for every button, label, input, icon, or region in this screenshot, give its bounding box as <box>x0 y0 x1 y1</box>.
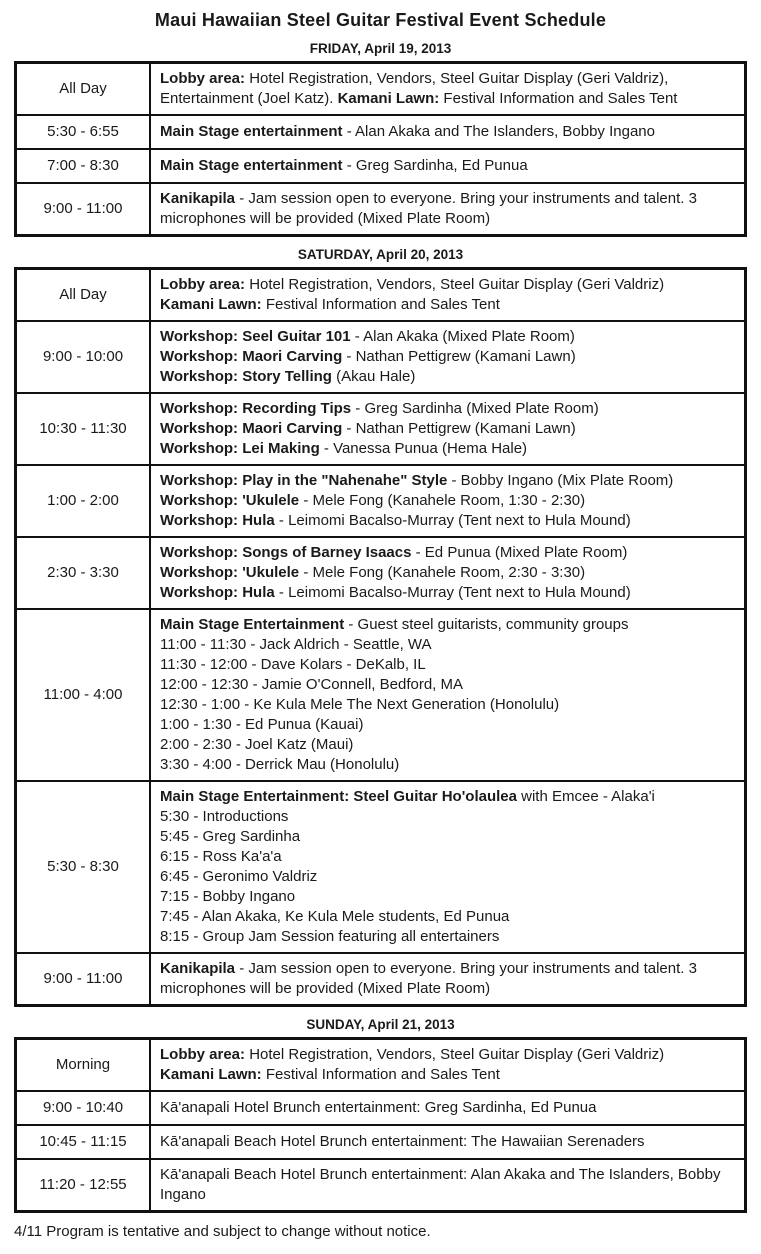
event-cell <box>150 609 746 781</box>
event-line <box>160 583 735 603</box>
schedule-table <box>14 267 747 1007</box>
event-text: 7:45 - Alan Akaka, Ke Kula Mele students, Ed Punua <box>160 908 510 925</box>
event-line <box>160 959 735 999</box>
event-label: Lobby area: <box>160 70 246 87</box>
event-text: - Leimomi Bacalso-Murray (Tent next to Hula Mound) <box>274 584 631 601</box>
event-line <box>160 563 735 583</box>
day-section <box>0 1017 761 1213</box>
event-label: Kanikapila <box>160 190 236 207</box>
event-line <box>160 327 735 347</box>
time-cell: 9:00 - 11:00 <box>16 953 151 1006</box>
event-text: - Greg Sardinha, Ed Punua <box>342 157 528 174</box>
event-line <box>160 1132 735 1152</box>
time-cell: 7:00 - 8:30 <box>16 149 151 183</box>
event-cell <box>150 183 746 236</box>
event-line <box>160 69 735 109</box>
event-line <box>160 1065 735 1085</box>
table-row <box>16 321 746 393</box>
event-line <box>160 1098 735 1118</box>
event-label: Lobby area: <box>160 276 246 293</box>
event-cell <box>150 321 746 393</box>
event-line <box>160 867 735 887</box>
event-label: Workshop: Maori Carving <box>160 420 343 437</box>
time-cell: 5:30 - 6:55 <box>16 115 151 149</box>
schedule-table <box>14 61 747 237</box>
event-line <box>160 295 735 315</box>
table-row <box>16 465 746 537</box>
event-label: Workshop: Story Telling <box>160 368 332 385</box>
event-cell <box>150 1091 746 1125</box>
event-label: Workshop: Songs of Barney Isaacs <box>160 544 412 561</box>
day-section <box>0 41 761 237</box>
event-line <box>160 347 735 367</box>
time-cell: 2:30 - 3:30 <box>16 537 151 609</box>
table-row <box>16 781 746 953</box>
event-text: - Greg Sardinha (Mixed Plate Room) <box>351 400 599 417</box>
event-line <box>160 1165 735 1205</box>
event-line <box>160 827 735 847</box>
event-line <box>160 122 735 142</box>
event-cell <box>150 1159 746 1212</box>
event-text: - Nathan Pettigrew (Kamani Lawn) <box>342 420 576 437</box>
event-text: 5:45 - Greg Sardinha <box>160 828 301 845</box>
time-cell: All Day <box>16 269 151 322</box>
event-label: Workshop: Hula <box>160 512 275 529</box>
event-line <box>160 439 735 459</box>
event-text: (Akau Hale) <box>331 368 416 385</box>
event-line <box>160 399 735 419</box>
event-line <box>160 927 735 947</box>
event-label: Main Stage Entertainment <box>160 616 345 633</box>
time-cell: 11:20 - 12:55 <box>16 1159 151 1212</box>
time-cell: 11:00 - 4:00 <box>16 609 151 781</box>
event-label: Main Stage Entertainment: Steel Guitar Ho'olaulea <box>160 788 517 805</box>
event-text: Hotel Registration, Vendors, Steel Guitar Display (Geri Valdriz), Entertainment (Joel Katz). <box>160 70 669 107</box>
event-text: - Ed Punua (Mixed Plate Room) <box>411 544 628 561</box>
event-label: Kamani Lawn: <box>160 296 262 313</box>
event-line <box>160 471 735 491</box>
event-text: Festival Information and Sales Tent <box>261 296 500 313</box>
event-text: - Bobby Ingano (Mix Plate Room) <box>447 472 674 489</box>
time-cell: Morning <box>16 1039 151 1092</box>
event-line <box>160 419 735 439</box>
event-line <box>160 675 735 695</box>
event-text: Festival Information and Sales Tent <box>439 90 678 107</box>
event-label: Workshop: Recording Tips <box>160 400 352 417</box>
event-cell <box>150 1125 746 1159</box>
event-text: 3:30 - 4:00 - Derrick Mau (Honolulu) <box>160 756 400 773</box>
event-text: - Mele Fong (Kanahele Room, 1:30 - 2:30) <box>299 492 586 509</box>
event-text: 6:15 - Ross Ka'a'a <box>160 848 282 865</box>
event-line <box>160 156 735 176</box>
event-line <box>160 755 735 775</box>
event-label: Kanikapila <box>160 960 236 977</box>
event-line <box>160 511 735 531</box>
time-cell: 1:00 - 2:00 <box>16 465 151 537</box>
event-text: 12:00 - 12:30 - Jamie O'Connell, Bedford, MA <box>160 676 464 693</box>
event-text: with Emcee - Alaka'i <box>516 788 655 805</box>
day-sections <box>0 41 761 1213</box>
event-text: - Alan Akaka and The Islanders, Bobby Ingano <box>342 123 655 140</box>
event-line <box>160 615 735 635</box>
event-cell <box>150 537 746 609</box>
table-row <box>16 1125 746 1159</box>
event-line <box>160 787 735 807</box>
event-text: 2:00 - 2:30 - Joel Katz (Maui) <box>160 736 354 753</box>
event-cell <box>150 465 746 537</box>
table-row <box>16 953 746 1006</box>
event-text: 8:15 - Group Jam Session featuring all entertainers <box>160 928 500 945</box>
time-cell: 10:30 - 11:30 <box>16 393 151 465</box>
table-row <box>16 609 746 781</box>
event-text: 11:30 - 12:00 - Dave Kolars - DeKalb, IL <box>160 656 426 673</box>
event-text: Kā'anapali Hotel Brunch entertainment: Greg Sardinha, Ed Punua <box>160 1099 597 1116</box>
event-text: 11:00 - 11:30 - Jack Aldrich - Seattle, WA <box>160 636 432 653</box>
event-line <box>160 189 735 229</box>
event-line <box>160 907 735 927</box>
table-row <box>16 393 746 465</box>
event-text: - Mele Fong (Kanahele Room, 2:30 - 3:30) <box>299 564 586 581</box>
page-title: Maui Hawaiian Steel Guitar Festival Event Schedule <box>154 10 607 30</box>
event-text: Hotel Registration, Vendors, Steel Guitar Display (Geri Valdriz) <box>245 1046 665 1063</box>
time-cell: 5:30 - 8:30 <box>16 781 151 953</box>
event-text: - Vanessa Punua (Hema Hale) <box>319 440 528 457</box>
event-text: Festival Information and Sales Tent <box>261 1066 500 1083</box>
event-label: Workshop: Maori Carving <box>160 348 343 365</box>
event-cell <box>150 115 746 149</box>
time-cell: 10:45 - 11:15 <box>16 1125 151 1159</box>
event-label: Kamani Lawn: <box>160 1066 262 1083</box>
table-row <box>16 1039 746 1092</box>
event-label: Workshop: Seel Guitar 101 <box>160 328 351 345</box>
event-line <box>160 1045 735 1065</box>
event-text: - Guest steel guitarists, community groups <box>344 616 629 633</box>
event-text: Hotel Registration, Vendors, Steel Guitar Display (Geri Valdriz) <box>245 276 665 293</box>
event-label: Workshop: 'Ukulele <box>160 564 300 581</box>
event-label: Workshop: Hula <box>160 584 275 601</box>
day-section <box>0 247 761 1007</box>
table-row <box>16 63 746 116</box>
event-line <box>160 635 735 655</box>
event-label: Workshop: Play in the "Nahenahe" Style <box>160 472 448 489</box>
event-line <box>160 807 735 827</box>
day-heading: FRIDAY, April 19, 2013 <box>309 41 452 56</box>
event-label: Main Stage entertainment <box>160 123 343 140</box>
event-line <box>160 655 735 675</box>
event-text: - Jam session open to everyone. Bring your instruments and talent. 3 microphones will be provided (Mixed Plate Room) <box>160 190 697 227</box>
table-row <box>16 1159 746 1212</box>
day-heading: SUNDAY, April 21, 2013 <box>306 1017 455 1032</box>
time-cell: 9:00 - 10:00 <box>16 321 151 393</box>
event-line <box>160 735 735 755</box>
event-text: - Alan Akaka (Mixed Plate Room) <box>350 328 575 345</box>
event-cell <box>150 149 746 183</box>
event-text: - Jam session open to everyone. Bring your instruments and talent. 3 microphones will be provided (Mixed Plate Room) <box>160 960 697 997</box>
table-row <box>16 269 746 322</box>
event-text: 12:30 - 1:00 - Ke Kula Mele The Next Generation (Honolulu) <box>160 696 560 713</box>
event-cell <box>150 269 746 322</box>
event-text: 7:15 - Bobby Ingano <box>160 888 296 905</box>
event-label: Kamani Lawn: <box>337 90 440 107</box>
event-label: Main Stage entertainment <box>160 157 343 174</box>
event-line <box>160 275 735 295</box>
event-text: Kā'anapali Beach Hotel Brunch entertainment: The Hawaiian Serenaders <box>160 1133 645 1150</box>
event-cell <box>150 1039 746 1092</box>
schedule-table <box>14 1037 747 1213</box>
event-label: Lobby area: <box>160 1046 246 1063</box>
time-cell: 9:00 - 11:00 <box>16 183 151 236</box>
event-label: Workshop: 'Ukulele <box>160 492 300 509</box>
event-line <box>160 543 735 563</box>
event-text: 5:30 - Introductions <box>160 808 289 825</box>
event-text: - Leimomi Bacalso-Murray (Tent next to Hula Mound) <box>274 512 631 529</box>
event-cell <box>150 781 746 953</box>
time-cell: 9:00 - 10:40 <box>16 1091 151 1125</box>
event-text: Kā'anapali Beach Hotel Brunch entertainment: Alan Akaka and The Islanders, Bobby Ingano <box>160 1166 721 1203</box>
event-text: 1:00 - 1:30 - Ed Punua (Kauai) <box>160 716 364 733</box>
footer-note: 4/11 Program is tentative and subject to change without notice. <box>14 1223 431 1240</box>
event-line <box>160 887 735 907</box>
event-text: 6:45 - Geronimo Valdriz <box>160 868 318 885</box>
event-line <box>160 715 735 735</box>
event-cell <box>150 953 746 1006</box>
table-row <box>16 149 746 183</box>
table-row <box>16 183 746 236</box>
event-line <box>160 847 735 867</box>
event-line <box>160 491 735 511</box>
table-row <box>16 537 746 609</box>
event-line <box>160 695 735 715</box>
event-label: Workshop: Lei Making <box>160 440 320 457</box>
event-text: - Nathan Pettigrew (Kamani Lawn) <box>342 348 576 365</box>
event-cell <box>150 393 746 465</box>
event-cell <box>150 63 746 116</box>
time-cell: All Day <box>16 63 151 116</box>
day-heading: SATURDAY, April 20, 2013 <box>297 247 464 262</box>
event-line <box>160 367 735 387</box>
table-row <box>16 115 746 149</box>
table-row <box>16 1091 746 1125</box>
